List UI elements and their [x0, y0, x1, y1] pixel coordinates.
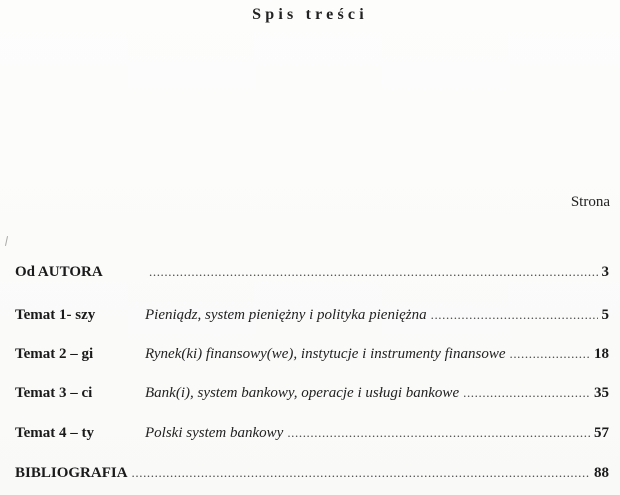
- toc-entry-bibliografia[interactable]: [15, 465, 609, 485]
- toc-entry-page: 3: [601, 264, 609, 280]
- dot-leader: [149, 264, 598, 280]
- toc-entry-page: 18: [594, 346, 609, 362]
- toc-entry-page: 35: [594, 385, 609, 401]
- dot-leader: [431, 307, 598, 323]
- dot-leader: [132, 465, 590, 481]
- toc-entry-description: Polski system bankowy: [145, 425, 284, 441]
- toc-entry-page: 5: [601, 307, 609, 323]
- toc-entry-label: Temat 3 – ci: [15, 385, 93, 401]
- page-title: Spis treści: [252, 6, 368, 23]
- dot-leader: [509, 346, 590, 362]
- toc-entry-temat-1[interactable]: [15, 307, 609, 327]
- dot-leader: [287, 425, 590, 441]
- toc-entry-description: Pieniądz, system pieniężny i polityka pieniężna: [145, 307, 427, 323]
- toc-entry-label: Od AUTORA: [15, 264, 103, 280]
- toc-entry-description: Rynek(ki) finansowy(we), instytucje i instrumenty finansowe: [145, 346, 506, 362]
- toc-entry-label: Temat 2 – gi: [15, 346, 94, 362]
- toc-entry-temat-4[interactable]: [15, 425, 609, 445]
- toc-entry-od-autora[interactable]: [15, 264, 609, 284]
- toc-entry-temat-2[interactable]: [15, 346, 609, 366]
- toc-entry-page: 57: [594, 425, 609, 441]
- page-column-label: Strona: [570, 194, 610, 210]
- scan-mark: [5, 236, 8, 246]
- dot-leader: [463, 385, 590, 401]
- toc-entry-description: Bank(i), system bankowy, operacje i usługi bankowe: [145, 385, 460, 401]
- toc-entry-label: BIBLIOGRAFIA: [15, 465, 128, 481]
- toc-entry-label: Temat 4 – ty: [15, 425, 95, 441]
- toc-entry-temat-3[interactable]: [15, 385, 609, 405]
- toc-entry-label: Temat 1- szy: [15, 307, 96, 323]
- toc-entry-page: 88: [594, 465, 609, 481]
